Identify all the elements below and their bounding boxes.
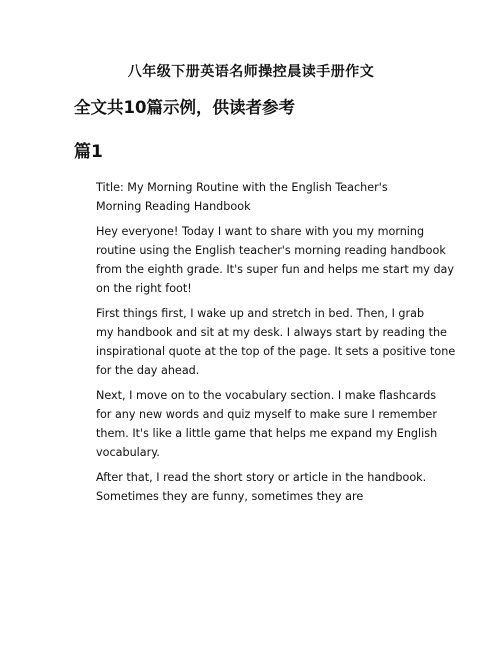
paragraph-intro xyxy=(74,222,455,298)
text-line: After that, I read the short story or article in the handbook. xyxy=(96,471,427,484)
section-heading: 篇1 xyxy=(74,142,103,162)
text-line: inspirational quote at the top of the page. It sets a positive tone xyxy=(96,345,456,358)
article-body xyxy=(74,178,456,512)
text-line: for the day ahead. xyxy=(96,364,200,377)
text-line: routine using the English teacher's morning reading handbook xyxy=(96,244,446,257)
document-title: 八年级下册英语名师操控晨读手册作文 xyxy=(127,64,375,80)
text-line: First things first, I wake up and stretch in bed. Then, I grab xyxy=(96,307,425,320)
paragraph-title-line xyxy=(74,178,434,216)
text-line: Hey everyone! Today I want to share with you my morning xyxy=(96,225,425,238)
text-line: Morning Reading Handbook xyxy=(96,200,251,213)
text-line: my handbook and sit at my desk. I always start by reading the xyxy=(96,326,447,339)
paragraph-story xyxy=(74,468,434,506)
paragraph-first-things xyxy=(74,304,456,380)
text-line: Title: My Morning Routine with the English Teacher's xyxy=(96,181,388,194)
document-summary: 全文共10篇示例，供读者参考 xyxy=(74,98,295,117)
text-line: vocabulary. xyxy=(96,446,160,459)
paragraph-vocabulary xyxy=(74,386,438,462)
text-line: Sometimes they are funny, sometimes they are xyxy=(96,490,364,503)
text-line: Next, I move on to the vocabulary section. I make flashcards xyxy=(96,389,437,402)
text-line: on the right foot! xyxy=(96,282,192,295)
text-line: them. It's like a little game that helps me expand my English xyxy=(96,427,438,440)
text-line: for any new words and quiz myself to make sure I remember xyxy=(96,408,437,421)
text-line: from the eighth grade. It's super fun and helps me start my day xyxy=(96,263,455,276)
